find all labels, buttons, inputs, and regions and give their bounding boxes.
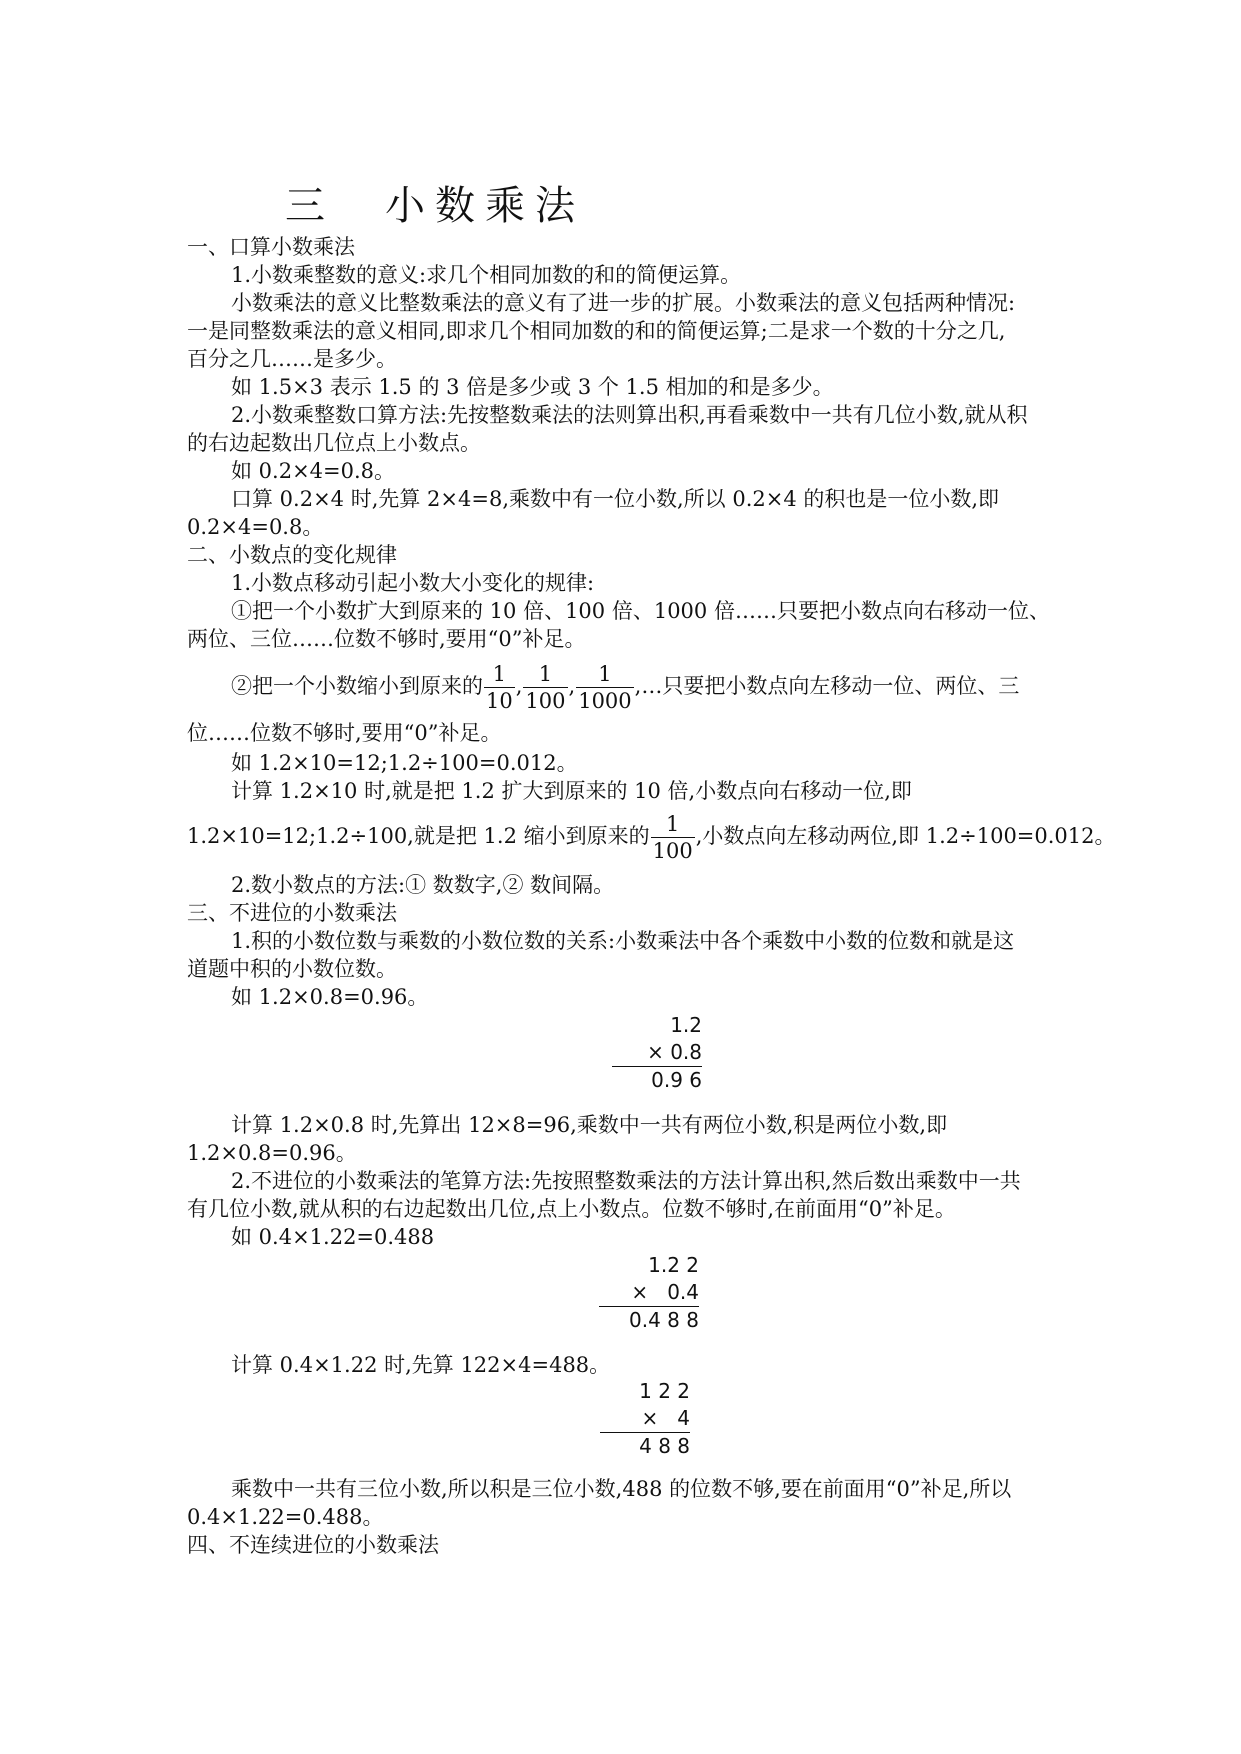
paragraph-continued: 有几位小数,就从积的右边起数出几位,点上小数点。位数不够时,在前面用“0”补足。 <box>187 1197 956 1221</box>
comma: , <box>568 674 576 698</box>
paragraph-continued: 一是同整数乘法的意义相同,即求几个相同加数的和的简便运算;二是求一个数的十分之几, <box>187 319 1006 343</box>
paragraph: 2.不进位的小数乘法的笔算方法:先按照整数乘法的方法计算出积,然后数出乘数中一共 <box>231 1169 1021 1193</box>
paragraph: 计算 0.4×1.22 时,先算 122×4=488。 <box>231 1353 611 1377</box>
paragraph-continued: 位……位数不够时,要用“0”补足。 <box>187 721 502 745</box>
paragraph-with-fractions <box>231 656 1019 716</box>
calc-multiplier: × 4 <box>641 1406 690 1430</box>
paragraph: 1.积的小数位数与乘数的小数位数的关系:小数乘法中各个乘数中小数的位数和就是这 <box>231 929 1015 953</box>
text-fragment: 1.2×10=12;1.2÷100,就是把 1.2 缩小到原来的 <box>187 824 650 848</box>
paragraph-continued: 的右边起数出几位点上小数点。 <box>187 431 481 455</box>
fraction-one-hundredth <box>651 811 695 864</box>
calc-product: 0.9 6 <box>612 1066 702 1094</box>
calc-product: 4 8 8 <box>600 1432 690 1460</box>
text-fragment: ,小数点向左移动两位,即 1.2÷100=0.012。 <box>695 824 1116 848</box>
vertical-calculation-1 <box>612 1012 702 1094</box>
fraction-one-hundredth <box>523 661 567 714</box>
paragraph-continued: 1.2×0.8=0.96。 <box>187 1141 357 1165</box>
paragraph: 2.小数乘整数口算方法:先按整数乘法的法则算出积,再看乘数中一共有几位小数,就从积 <box>231 403 1028 427</box>
paragraph-continued: 两位、三位……位数不够时,要用“0”补足。 <box>187 627 586 651</box>
section-heading-4: 四、不连续进位的小数乘法 <box>187 1533 439 1557</box>
page-title: 三 小数乘法 <box>285 183 585 229</box>
fraction-denominator: 100 <box>652 839 693 863</box>
section-heading-3: 三、不进位的小数乘法 <box>187 901 397 925</box>
text-fragment: ,…只要把小数点向左移动一位、两位、三 <box>634 674 1020 698</box>
paragraph: 计算 1.2×10 时,就是把 1.2 扩大到原来的 10 倍,小数点向右移动一位,即 <box>231 779 912 803</box>
paragraph: 1.小数点移动引起小数大小变化的规律: <box>231 571 595 595</box>
calc-multiplicand: 1.2 2 <box>648 1253 699 1277</box>
vertical-calculation-3 <box>600 1378 690 1460</box>
fraction-one-thousandth <box>576 661 633 714</box>
paragraph: 1.小数乘整数的意义:求几个相同加数的和的简便运算。 <box>231 263 742 287</box>
paragraph: ①把一个小数扩大到原来的 10 倍、100 倍、1000 倍……只要把小数点向右移动一位、 <box>231 599 1050 623</box>
calc-multiplier: × 0.4 <box>631 1280 699 1304</box>
paragraph: 2.数小数点的方法:① 数数字,② 数间隔。 <box>231 873 615 897</box>
fraction-numerator: 1 <box>651 811 695 838</box>
paragraph-continued: 百分之几……是多少。 <box>187 347 397 371</box>
section-heading-1: 一、口算小数乘法 <box>187 235 355 259</box>
text-fragment: ②把一个小数缩小到原来的 <box>231 674 483 698</box>
paragraph-continued: 0.4×1.22=0.488。 <box>187 1505 384 1529</box>
fraction-denominator: 10 <box>486 689 513 713</box>
calc-multiplicand: 1.2 <box>670 1013 702 1037</box>
example-line: 如 0.2×4=0.8。 <box>231 459 396 483</box>
fraction-numerator: 1 <box>523 661 567 688</box>
calc-product: 0.4 8 8 <box>599 1306 699 1334</box>
paragraph: 乘数中一共有三位小数,所以积是三位小数,488 的位数不够,要在前面用“0”补足,所以 <box>231 1477 1012 1501</box>
example-line: 如 0.4×1.22=0.488 <box>231 1225 435 1249</box>
paragraph: 计算 1.2×0.8 时,先算出 12×8=96,乘数中一共有两位小数,积是两位小数,即 <box>231 1113 948 1137</box>
fraction-numerator: 1 <box>484 661 515 688</box>
calc-multiplier: × 0.8 <box>647 1040 702 1064</box>
paragraph-continued: 0.2×4=0.8。 <box>187 515 324 539</box>
comma: , <box>515 674 523 698</box>
example-line: 如 1.2×0.8=0.96。 <box>231 985 429 1009</box>
example-line: 如 1.5×3 表示 1.5 的 3 倍是多少或 3 个 1.5 相加的和是多少。 <box>231 375 834 399</box>
vertical-calculation-2 <box>599 1252 699 1334</box>
paragraph: 口算 0.2×4 时,先算 2×4=8,乘数中有一位小数,所以 0.2×4 的积也是一位小数,即 <box>231 487 1000 511</box>
fraction-denominator: 1000 <box>578 689 632 713</box>
section-heading-2: 二、小数点的变化规律 <box>187 543 397 567</box>
fraction-denominator: 100 <box>525 689 566 713</box>
paragraph-continued: 道题中积的小数位数。 <box>187 957 397 981</box>
fraction-numerator: 1 <box>576 661 633 688</box>
paragraph: 小数乘法的意义比整数乘法的意义有了进一步的扩展。小数乘法的意义包括两种情况: <box>231 291 1016 315</box>
fraction-one-tenth <box>484 661 515 714</box>
paragraph-with-fraction <box>187 806 1116 866</box>
calc-multiplicand: 1 2 2 <box>639 1379 690 1403</box>
example-line: 如 1.2×10=12;1.2÷100=0.012。 <box>231 751 578 775</box>
